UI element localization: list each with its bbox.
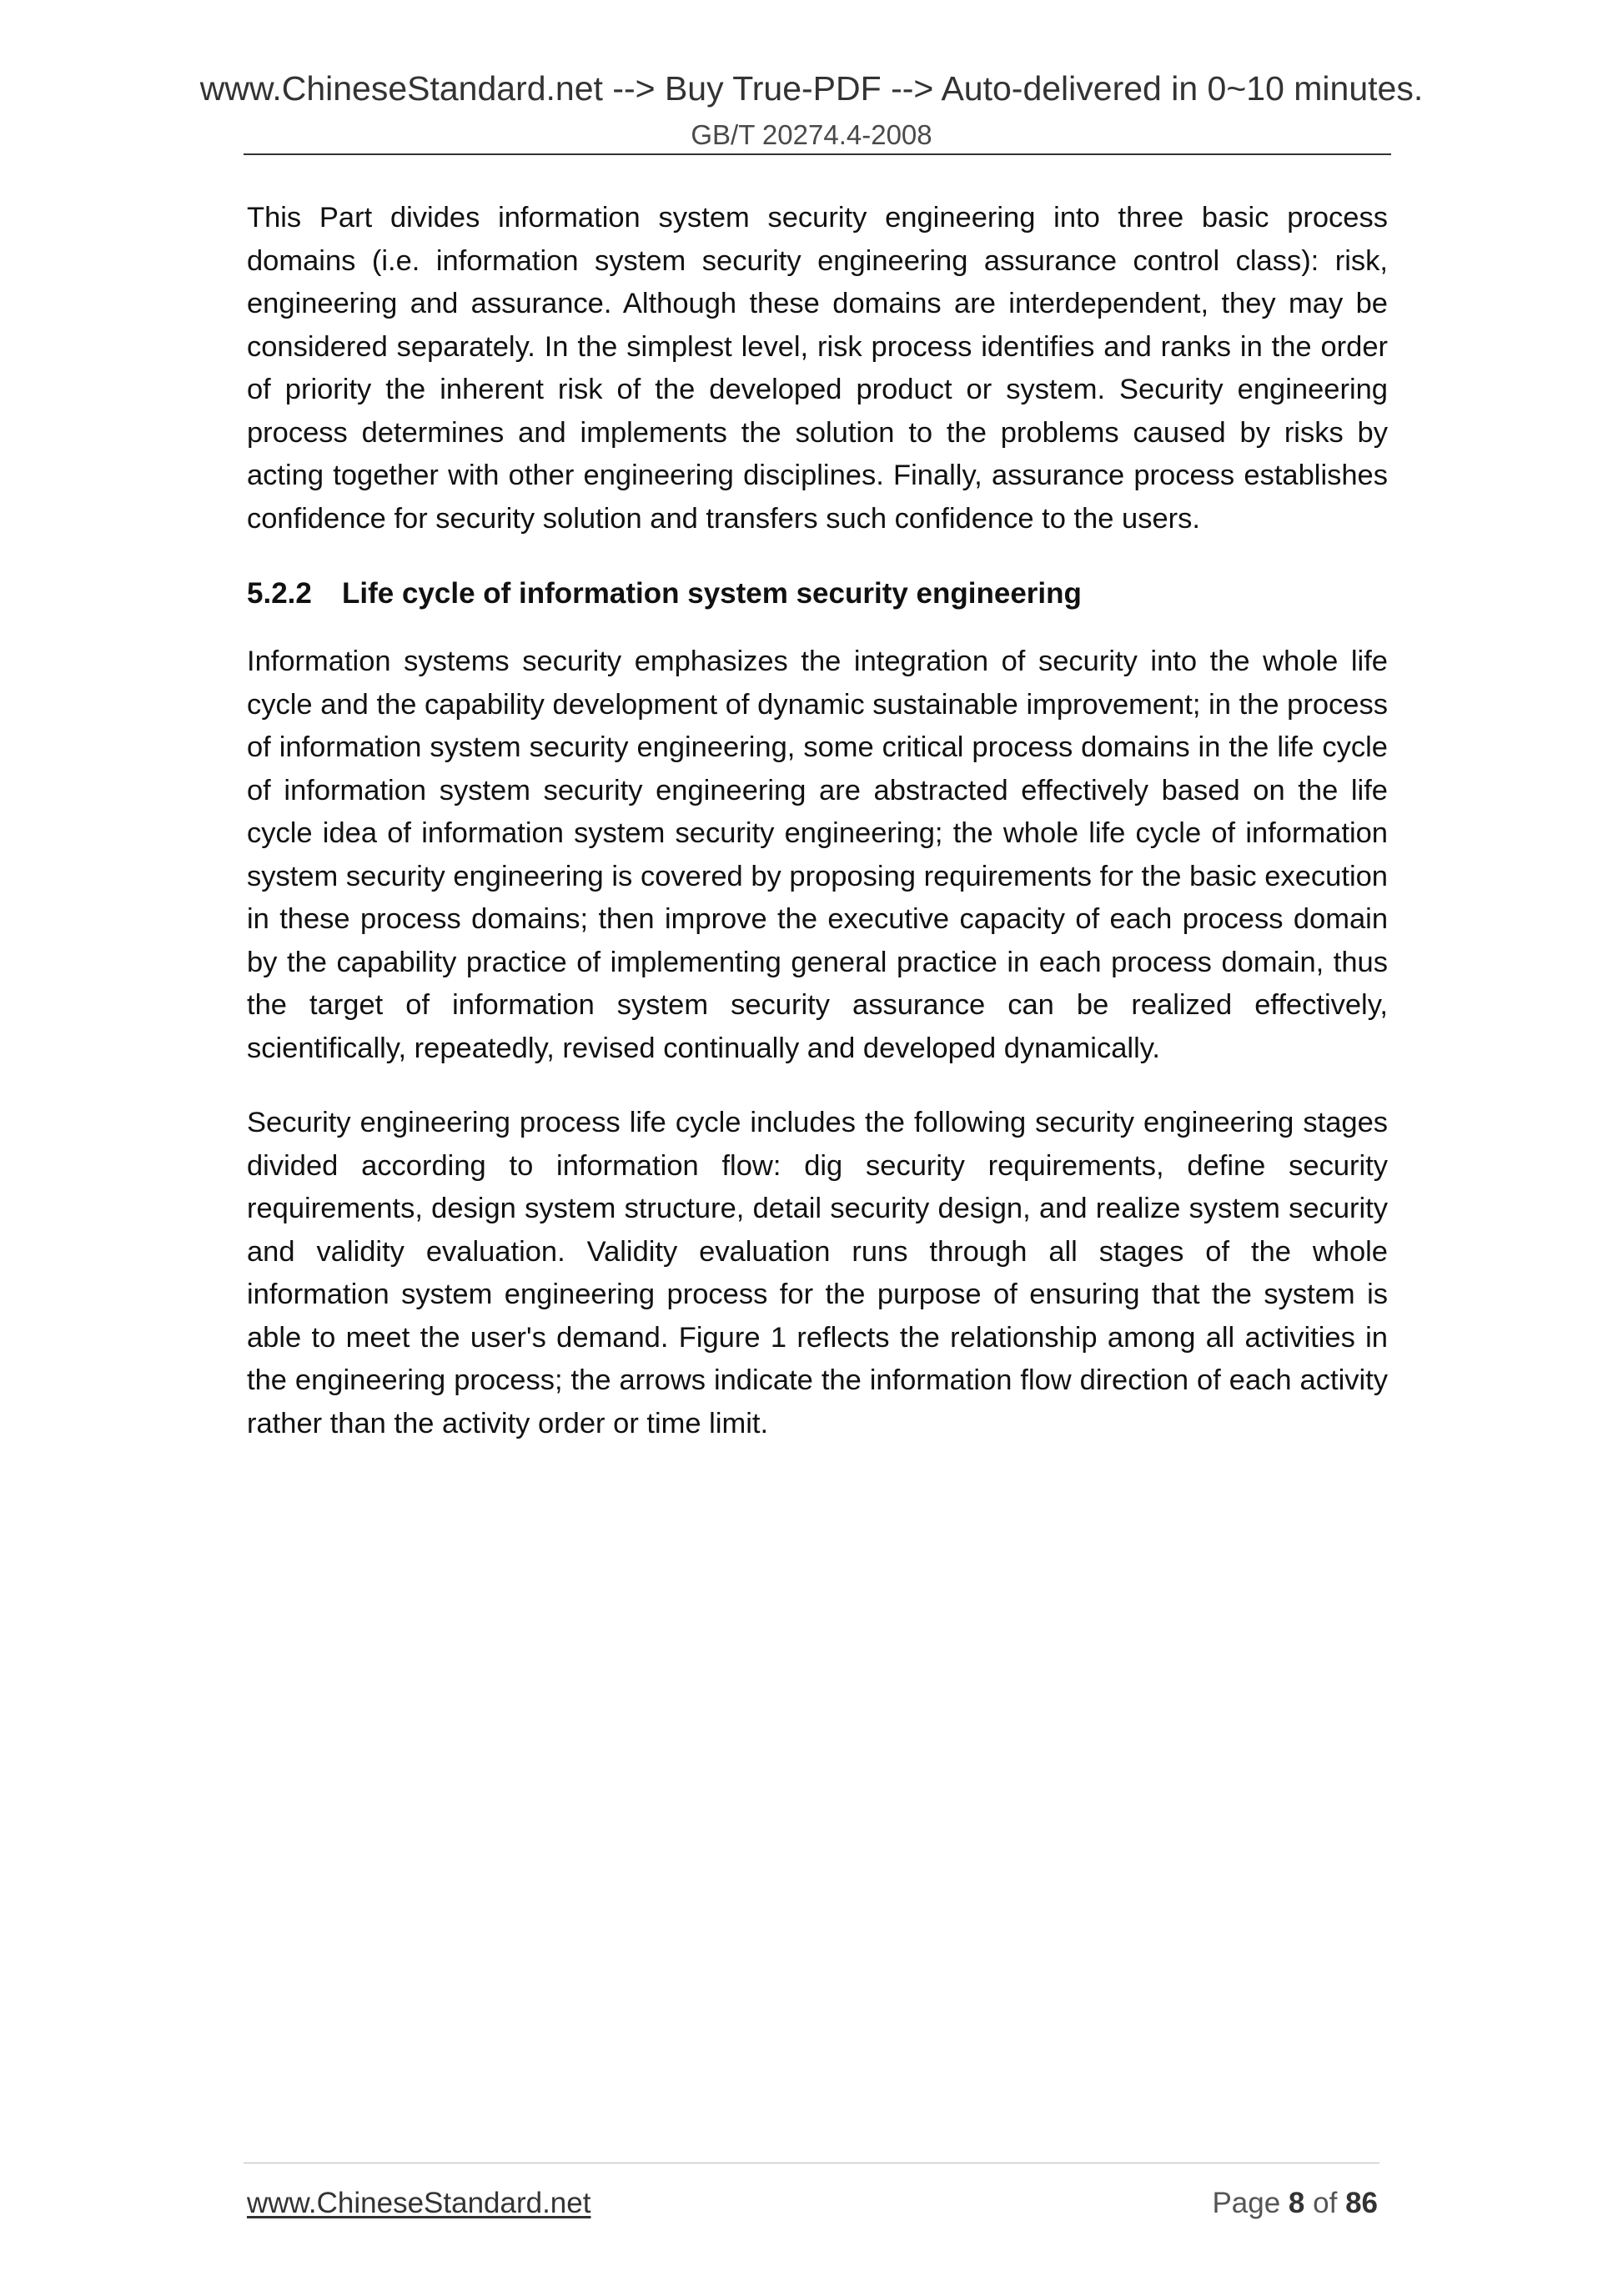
section-title: Life cycle of information system security engineering [342,577,1082,610]
document-body [247,197,1388,1477]
footer-site-link[interactable]: www.ChineseStandard.net [247,2187,591,2219]
page-indicator [1212,2183,1378,2224]
standard-code: GB/T 20274.4-2008 [691,119,932,150]
header-divider [244,153,1391,155]
page-current: 8 [1288,2187,1305,2219]
page-of: of [1313,2187,1338,2219]
page-word: Page [1212,2187,1281,2219]
top-banner: www.ChineseStandard.net --> Buy True-PDF --> Auto-delivered in 0~10 minutes. [199,69,1424,108]
section-number: 5.2.2 [247,577,312,610]
section-heading [247,572,1388,615]
paragraph-life-cycle: Information systems security emphasizes the integration of security into the whole life cycle and the capability development of dynamic sustainable improvement; in the process of information system security engineering, some critical process domains in the life cycle of information system security engineering are abstracted effectively based on the life cycle idea of information system security engineering; the whole life cycle of information system security engineering is covered by proposing requirements for the basic execution in these process domains; then improve the executive capacity of each process domain by the capability practice of implementing general practice in each process domain, thus the target of information system security assurance can be realized effectively, scientifically, repeatedly, revised continually and developed dynamically. [247,646,1388,1064]
paragraph-engineering-stages: Security engineering process life cycle includes the following security engineering stages divided according to information flow: dig security requirements, define security requirements, design system structure, detail security design, and realize system security and validity evaluation. Validity evaluation runs through all stages of the whole information system engineering process for the purpose of ensuring that the system is able to meet the user's demand. Figure 1 reflects the relationship among all activities in the engineering process; the arrows indicate the information flow direction of each activity rather than the activity order or time limit. [247,1107,1388,1439]
paragraph-process-domains: This Part divides information system security engineering into three basic process domains (i.e. information system security engineering assurance control class): risk, engineering and assurance. Although these domains are interdependent, they may be considered separately. In the simplest level, risk process identifies and ranks in the order of priority the inherent risk of the developed product or system. Security engineering process determines and implements the solution to the problems caused by risks by acting together with other engineering disciplines. Finally, assurance process establishes confidence for security solution and transfers such confidence to the users. [247,202,1388,535]
page-total: 86 [1345,2187,1378,2219]
